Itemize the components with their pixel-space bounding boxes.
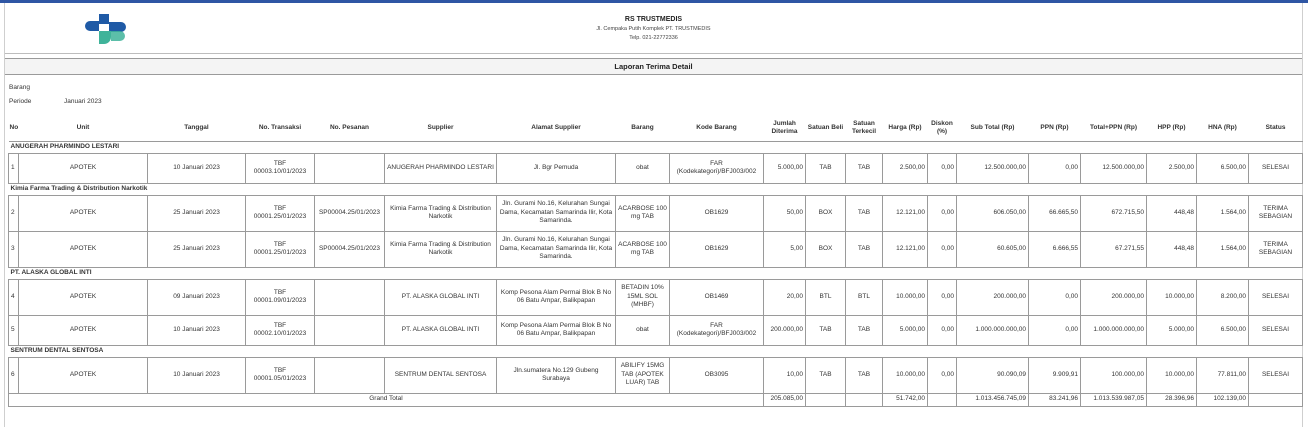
cell-satuan-terkecil: TAB — [846, 231, 883, 267]
cell-hpp: 448,48 — [1147, 231, 1197, 267]
cell-ppn: 9.909,91 — [1029, 357, 1081, 393]
cell-sub-total: 606.050,00 — [957, 195, 1029, 231]
cell-satuan-beli: TAB — [806, 357, 846, 393]
col-supplier: Supplier — [427, 123, 454, 131]
cell-tanggal: 10 Januari 2023 — [148, 357, 246, 393]
cell-diskon: 0,00 — [928, 195, 957, 231]
col-satuan-terkecil: Satuan Terkecil — [851, 119, 877, 135]
cell-unit: APOTEK — [19, 357, 148, 393]
group-name: PT. ALASKA GLOBAL INTI — [9, 267, 1303, 279]
cell-satuan-beli: BOX — [806, 195, 846, 231]
supplier-group-row — [9, 141, 1303, 153]
cell-alamat: Komp Pesona Alam Permai Blok B No 06 Batu Ampar, Balikpapan — [497, 315, 616, 345]
hospital-phone: Telp. 021-22772336 — [629, 35, 678, 41]
cell-alamat: Jl. Bgr Pemuda — [497, 153, 616, 183]
col-hna: HNA (Rp) — [1208, 123, 1237, 131]
col-kode-barang: Kode Barang — [696, 123, 737, 131]
col-ppn: PPN (Rp) — [1040, 123, 1069, 131]
cell-barang: obat — [616, 153, 670, 183]
table-header-row — [9, 115, 1303, 141]
cell-no-pesanan — [315, 279, 385, 315]
cell-status: TERIMA SEBAGIAN — [1249, 231, 1303, 267]
col-no: No — [9, 123, 19, 131]
total-sub-total: 1.013.456.745,09 — [957, 393, 1029, 406]
cell-ppn: 0,00 — [1029, 315, 1081, 345]
cell-jumlah: 50,00 — [764, 195, 806, 231]
hospital-address: Jl. Cempaka Putih Komplek PT. TRUSTMEDIS — [596, 26, 711, 32]
cell-barang: obat — [616, 315, 670, 345]
cell-hna: 8.200,00 — [1197, 279, 1249, 315]
cell-hpp: 10.000,00 — [1147, 279, 1197, 315]
cell-sub-total: 200.000,00 — [957, 279, 1029, 315]
cell-alamat: Komp Pesona Alam Permai Blok B No 06 Batu Ampar, Balikpapan — [497, 279, 616, 315]
col-satuan-beli: Satuan Beli — [807, 123, 844, 131]
group-name: ANUGERAH PHARMINDO LESTARI — [9, 141, 1303, 153]
cell-harga: 2.500,00 — [883, 153, 928, 183]
cell-supplier: Kimia Farma Trading & Distribution Narkotik — [385, 195, 497, 231]
total-jumlah: 205.085,00 — [764, 393, 806, 406]
filter-periode-value: Januari 2023 — [64, 98, 102, 105]
cell-no-transaksi: TBF 00001.25/01/2023 — [246, 231, 315, 267]
cell-sub-total: 1.000.000.000,00 — [957, 315, 1029, 345]
filter-periode-label: Periode — [9, 98, 32, 105]
grand-total-row — [9, 393, 1303, 406]
cell-ppn: 0,00 — [1029, 153, 1081, 183]
table-row — [9, 195, 1303, 231]
cell-alamat: Jln. Gurami No.16, Kelurahan Sungai Dama, Kecamatan Samarinda Ilir, Kota Samarinda. — [497, 195, 616, 231]
cell-jumlah: 5.000,00 — [764, 153, 806, 183]
cell-status: SELESAI — [1249, 315, 1303, 345]
total-status — [1249, 393, 1303, 406]
cell-harga: 12.121,00 — [883, 231, 928, 267]
table-row — [9, 357, 1303, 393]
cell-supplier: SENTRUM DENTAL SENTOSA — [385, 357, 497, 393]
total-satuan-terkecil — [846, 393, 883, 406]
cell-no-pesanan — [315, 153, 385, 183]
cell-kode-barang: FAR (Kodekategori)/BFJ003/002 — [670, 153, 764, 183]
report-page — [4, 3, 1303, 427]
report-title: Laporan Terima Detail — [5, 58, 1302, 75]
cell-no: 6 — [9, 357, 19, 393]
cell-ppn: 0,00 — [1029, 279, 1081, 315]
cell-no-transaksi: TBF 00002.10/01/2023 — [246, 315, 315, 345]
cell-sub-total: 90.090,09 — [957, 357, 1029, 393]
cell-hna: 6.500,00 — [1197, 315, 1249, 345]
cell-total-ppn: 100.000,00 — [1081, 357, 1147, 393]
group-name: SENTRUM DENTAL SENTOSA — [9, 345, 1303, 357]
cell-tanggal: 10 Januari 2023 — [148, 315, 246, 345]
cell-tanggal: 25 Januari 2023 — [148, 195, 246, 231]
cell-harga: 5.000,00 — [883, 315, 928, 345]
hospital-info — [5, 16, 1302, 41]
supplier-group-row — [9, 267, 1303, 279]
cell-kode-barang: OB1629 — [670, 195, 764, 231]
cell-ppn: 66.665,50 — [1029, 195, 1081, 231]
cell-no-transaksi: TBF 00003.10/01/2023 — [246, 153, 315, 183]
cell-no-pesanan: SP00004.25/01/2023 — [315, 231, 385, 267]
cell-total-ppn: 12.500.000,00 — [1081, 153, 1147, 183]
cell-harga: 10.000,00 — [883, 357, 928, 393]
col-sub-total: Sub Total (Rp) — [970, 123, 1015, 131]
cell-barang: BETADIN 10% 15ML SOL (MHBF) — [616, 279, 670, 315]
report-header — [5, 3, 1302, 53]
total-ppn: 83.241,96 — [1029, 393, 1081, 406]
cell-no-pesanan: SP00004.25/01/2023 — [315, 195, 385, 231]
cell-barang: ACARBOSE 100 mg TAB — [616, 195, 670, 231]
cell-satuan-beli: TAB — [806, 315, 846, 345]
cell-hpp: 10.000,00 — [1147, 357, 1197, 393]
cell-diskon: 0,00 — [928, 315, 957, 345]
col-diskon: Diskon (%) — [931, 119, 953, 135]
cell-status: TERIMA SEBAGIAN — [1249, 195, 1303, 231]
total-harga: 51.742,00 — [883, 393, 928, 406]
cell-unit: APOTEK — [19, 153, 148, 183]
total-satuan-beli — [806, 393, 846, 406]
cell-supplier: PT. ALASKA GLOBAL INTI — [385, 279, 497, 315]
cell-diskon: 0,00 — [928, 231, 957, 267]
grand-total-label: Grand Total — [9, 393, 764, 406]
cell-alamat: Jln. Gurami No.16, Kelurahan Sungai Dama, Kecamatan Samarinda Ilir, Kota Samarinda. — [497, 231, 616, 267]
header-divider — [5, 53, 1302, 54]
cell-tanggal: 25 Januari 2023 — [148, 231, 246, 267]
cell-kode-barang: OB1629 — [670, 231, 764, 267]
supplier-group-row — [9, 345, 1303, 357]
hospital-name: RS TRUSTMEDIS — [624, 16, 683, 23]
cell-no: 3 — [9, 231, 19, 267]
cell-kode-barang: OB1469 — [670, 279, 764, 315]
cell-no: 5 — [9, 315, 19, 345]
cell-total-ppn: 200.000,00 — [1081, 279, 1147, 315]
col-no-pesanan: No. Pesanan — [329, 123, 369, 131]
cell-barang: ABILIFY 15MG TAB (APOTEK LUAR) TAB — [616, 357, 670, 393]
report-filters — [9, 81, 102, 109]
cell-status: SELESAI — [1249, 357, 1303, 393]
cell-unit: APOTEK — [19, 315, 148, 345]
col-no-transaksi: No. Transaksi — [258, 123, 302, 131]
cell-supplier: PT. ALASKA GLOBAL INTI — [385, 315, 497, 345]
table-row — [9, 315, 1303, 345]
cell-jumlah: 20,00 — [764, 279, 806, 315]
cell-no: 4 — [9, 279, 19, 315]
cell-no-transaksi: TBF 00001.25/01/2023 — [246, 195, 315, 231]
cell-total-ppn: 67.271,55 — [1081, 231, 1147, 267]
col-tanggal: Tanggal — [184, 123, 209, 131]
cell-kode-barang: OB3095 — [670, 357, 764, 393]
cell-satuan-terkecil: TAB — [846, 357, 883, 393]
cell-hna: 6.500,00 — [1197, 153, 1249, 183]
receipt-detail-table — [8, 115, 1303, 407]
cell-harga: 10.000,00 — [883, 279, 928, 315]
cell-total-ppn: 672.715,50 — [1081, 195, 1147, 231]
cell-jumlah: 10,00 — [764, 357, 806, 393]
cell-no-transaksi: TBF 00001.05/01/2023 — [246, 357, 315, 393]
cell-barang: ACARBOSE 100 mg TAB — [616, 231, 670, 267]
col-harga: Harga (Rp) — [888, 123, 922, 131]
cell-status: SELESAI — [1249, 153, 1303, 183]
cell-supplier: Kimia Farma Trading & Distribution Narkotik — [385, 231, 497, 267]
cell-satuan-terkecil: BTL — [846, 279, 883, 315]
total-diskon — [928, 393, 957, 406]
table-row — [9, 231, 1303, 267]
col-hpp: HPP (Rp) — [1157, 123, 1186, 131]
col-jumlah-diterima: Jumlah Diterima — [771, 119, 798, 135]
cell-hna: 1.564,00 — [1197, 195, 1249, 231]
col-unit: Unit — [76, 123, 90, 131]
cell-hpp: 448,48 — [1147, 195, 1197, 231]
cell-jumlah: 200.000,00 — [764, 315, 806, 345]
cell-hpp: 5.000,00 — [1147, 315, 1197, 345]
cell-tanggal: 10 Januari 2023 — [148, 153, 246, 183]
cell-sub-total: 60.605,00 — [957, 231, 1029, 267]
cell-supplier: ANUGERAH PHARMINDO LESTARI — [385, 153, 497, 183]
col-status: Status — [1265, 123, 1286, 131]
col-alamat-supplier: Alamat Supplier — [531, 123, 581, 131]
cell-satuan-terkecil: TAB — [846, 315, 883, 345]
total-hna: 102.139,00 — [1197, 393, 1249, 406]
cell-unit: APOTEK — [19, 231, 148, 267]
total-total-ppn: 1.013.539.987,05 — [1081, 393, 1147, 406]
filter-periode — [9, 95, 102, 109]
cell-satuan-terkecil: TAB — [846, 195, 883, 231]
filter-barang — [9, 81, 102, 95]
cell-jumlah: 5,00 — [764, 231, 806, 267]
cell-alamat: Jln.sumatera No.129 Gubeng Surabaya — [497, 357, 616, 393]
cell-unit: APOTEK — [19, 195, 148, 231]
supplier-group-row — [9, 183, 1303, 195]
cell-total-ppn: 1.000.000.000,00 — [1081, 315, 1147, 345]
cell-status: SELESAI — [1249, 279, 1303, 315]
cell-sub-total: 12.500.000,00 — [957, 153, 1029, 183]
filter-barang-label: Barang — [9, 84, 30, 91]
cell-no: 1 — [9, 153, 19, 183]
col-barang: Barang — [631, 123, 654, 131]
cell-hna: 77.811,00 — [1197, 357, 1249, 393]
col-total-ppn: Total+PPN (Rp) — [1089, 123, 1137, 131]
table-row — [9, 279, 1303, 315]
cell-no-pesanan — [315, 315, 385, 345]
cell-satuan-terkecil: TAB — [846, 153, 883, 183]
cell-hpp: 2.500,00 — [1147, 153, 1197, 183]
cell-satuan-beli: TAB — [806, 153, 846, 183]
cell-harga: 12.121,00 — [883, 195, 928, 231]
cell-no-transaksi: TBF 00001.09/01/2023 — [246, 279, 315, 315]
cell-tanggal: 09 Januari 2023 — [148, 279, 246, 315]
cell-diskon: 0,00 — [928, 153, 957, 183]
cell-diskon: 0,00 — [928, 357, 957, 393]
table-row — [9, 153, 1303, 183]
cell-no-pesanan — [315, 357, 385, 393]
cell-unit: APOTEK — [19, 279, 148, 315]
cell-kode-barang: FAR (Kodekategori)/BFJ003/002 — [670, 315, 764, 345]
cell-satuan-beli: BTL — [806, 279, 846, 315]
total-hpp: 28.396,96 — [1147, 393, 1197, 406]
cell-ppn: 6.666,55 — [1029, 231, 1081, 267]
cell-diskon: 0,00 — [928, 279, 957, 315]
group-name: Kimia Farma Trading & Distribution Narkotik — [9, 183, 1303, 195]
cell-satuan-beli: BOX — [806, 231, 846, 267]
cell-no: 2 — [9, 195, 19, 231]
cell-hna: 1.564,00 — [1197, 231, 1249, 267]
